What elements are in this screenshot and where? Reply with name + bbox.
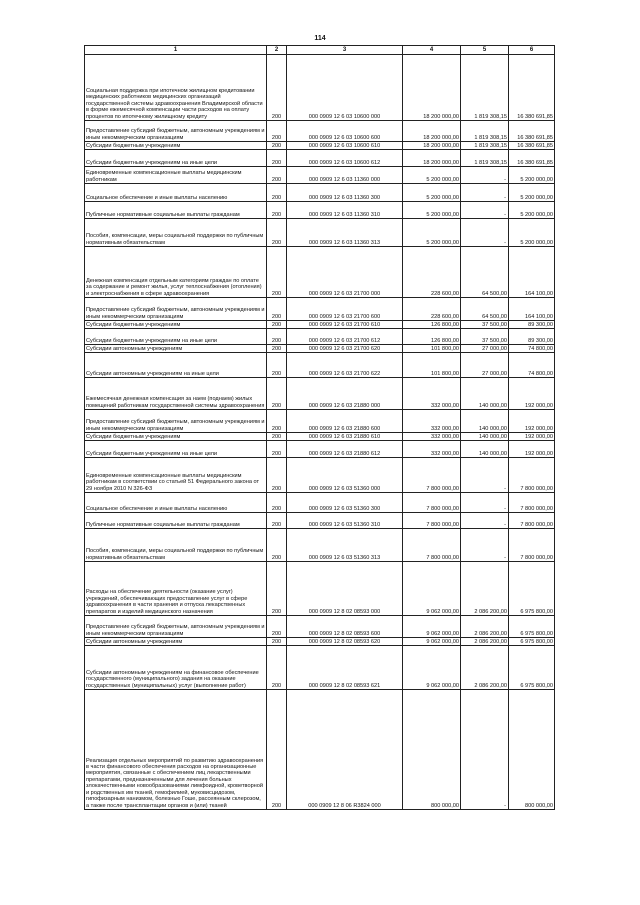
row-code-cell: 000 0909 12 8 06 R3824 000 — [287, 690, 403, 810]
row-rest-cell: 7 800 000,00 — [509, 529, 555, 562]
row-plan-cell: 9 062 000,00 — [403, 562, 461, 616]
row-code-cell: 000 0909 12 6 03 21880 000 — [287, 378, 403, 410]
table-row — [85, 345, 555, 353]
table-row — [85, 646, 555, 690]
row-name-cell: Субсидии бюджетным учреждениям на иные цели — [85, 441, 267, 458]
table-row — [85, 321, 555, 329]
row-code-cell: 000 0909 12 6 03 21880 610 — [287, 433, 403, 441]
row-name-cell: Расходы на обеспечение деятельности (оказание услуг) учреждений, обеспечивающих предоставление услуг в сфере здравоохранения в части хранения и отпуска лекарственных препаратов и изделий медицинского назначения — [85, 562, 267, 616]
row-exec-cell: 2 086 200,00 — [461, 638, 509, 646]
row-name-cell: Реализация отдельных мероприятий по развитию здравоохранения в части финансового обеспечения расходов на организационные мероприятия, связанные с обеспечением лиц лекарственными препаратами, предназначенными для лечения больных злокачественными новообразованиями лимфоидной, кроветворной и родственных им тканей, гемофилией, муковисцидозом, гипофизарным нанизмом, болезнью Гоше, рассеянным склерозом, а также после трансплантации органов и (или) тканей — [85, 690, 267, 810]
table-row — [85, 433, 555, 441]
row-exec-cell: - — [461, 202, 509, 219]
row-rest-cell: 6 975 800,00 — [509, 646, 555, 690]
row-admin-cell: 200 — [267, 441, 287, 458]
row-exec-cell: 64 500,00 — [461, 247, 509, 298]
table-row — [85, 441, 555, 458]
row-exec-cell: 140 000,00 — [461, 410, 509, 433]
table-row — [85, 298, 555, 321]
row-code-cell: 000 0909 12 6 03 11360 310 — [287, 202, 403, 219]
row-rest-cell: 192 000,00 — [509, 441, 555, 458]
row-plan-cell: 332 000,00 — [403, 441, 461, 458]
row-rest-cell: 7 800 000,00 — [509, 458, 555, 493]
row-rest-cell: 7 800 000,00 — [509, 493, 555, 513]
row-plan-cell: 18 200 000,00 — [403, 121, 461, 142]
row-name-cell: Субсидии автономным учреждениям — [85, 345, 267, 353]
row-admin-cell: 200 — [267, 55, 287, 121]
row-plan-cell: 5 200 000,00 — [403, 184, 461, 202]
row-exec-cell: 2 086 200,00 — [461, 616, 509, 638]
row-plan-cell: 7 800 000,00 — [403, 513, 461, 529]
row-code-cell: 000 0909 12 6 03 51360 000 — [287, 458, 403, 493]
column-number-row — [85, 46, 555, 55]
row-exec-cell: 140 000,00 — [461, 378, 509, 410]
row-name-cell: Субсидии автономным учреждениям на финансовое обеспечение государственного (муниципального) задания на оказание государственных (муниципальных) услуг (выполнение работ) — [85, 646, 267, 690]
row-admin-cell: 200 — [267, 378, 287, 410]
row-code-cell: 000 0909 12 6 03 21700 610 — [287, 321, 403, 329]
row-plan-cell: 18 200 000,00 — [403, 55, 461, 121]
row-name-cell: Единовременные компенсационные выплаты медицинским работникам в соответствии со статьей 51 Федерального закона от 29 ноября 2010 N 326-ФЗ — [85, 458, 267, 493]
row-name-cell: Ежемесячная денежная компенсация за наем (поднаем) жилых помещений работникам государственной системы здравоохранения — [85, 378, 267, 410]
row-rest-cell: 7 800 000,00 — [509, 513, 555, 529]
row-name-cell: Социальная поддержка при ипотечном жилищном кредитовании медицинских работников медицинских организаций государственной системы здравоохранения Владимирской области в форме ежемесячной компенсации части расходов на оплату процентов по ипотечному жилищному кредиту — [85, 55, 267, 121]
row-rest-cell: 5 200 000,00 — [509, 167, 555, 184]
row-rest-cell: 6 975 800,00 — [509, 562, 555, 616]
row-code-cell: 000 0909 12 6 03 21700 000 — [287, 247, 403, 298]
column-header: 1 — [85, 46, 267, 55]
row-admin-cell: 200 — [267, 353, 287, 378]
table-row — [85, 202, 555, 219]
row-exec-cell: 64 500,00 — [461, 298, 509, 321]
row-admin-cell: 200 — [267, 247, 287, 298]
row-code-cell: 000 0909 12 6 03 11360 000 — [287, 167, 403, 184]
row-rest-cell: 16 380 691,85 — [509, 55, 555, 121]
row-name-cell: Пособия, компенсации, меры социальной поддержки по публичным нормативным обязательствам — [85, 529, 267, 562]
row-exec-cell: 37 500,00 — [461, 329, 509, 345]
table-row — [85, 150, 555, 167]
row-rest-cell: 5 200 000,00 — [509, 202, 555, 219]
row-admin-cell: 200 — [267, 513, 287, 529]
row-exec-cell: - — [461, 529, 509, 562]
row-plan-cell: 5 200 000,00 — [403, 167, 461, 184]
row-code-cell: 000 0909 12 6 03 11360 300 — [287, 184, 403, 202]
row-plan-cell: 101 800,00 — [403, 345, 461, 353]
row-code-cell: 000 0909 12 6 03 51360 313 — [287, 529, 403, 562]
row-exec-cell: 140 000,00 — [461, 433, 509, 441]
row-code-cell: 000 0909 12 6 03 51360 310 — [287, 513, 403, 529]
row-rest-cell: 192 000,00 — [509, 410, 555, 433]
row-code-cell: 000 0909 12 6 03 21700 620 — [287, 345, 403, 353]
row-rest-cell: 16 380 691,85 — [509, 142, 555, 150]
row-admin-cell: 200 — [267, 298, 287, 321]
row-plan-cell: 800 000,00 — [403, 690, 461, 810]
row-plan-cell: 18 200 000,00 — [403, 142, 461, 150]
row-code-cell: 000 0909 12 6 03 51360 300 — [287, 493, 403, 513]
row-exec-cell: - — [461, 458, 509, 493]
row-code-cell: 000 0909 12 6 03 10600 612 — [287, 150, 403, 167]
table-row — [85, 167, 555, 184]
row-name-cell: Субсидии автономным учреждениям — [85, 638, 267, 646]
row-name-cell: Предоставление субсидий бюджетным, автономным учреждениям и иным некоммерческим организациям — [85, 616, 267, 638]
row-exec-cell: - — [461, 513, 509, 529]
row-code-cell: 000 0909 12 6 03 21880 612 — [287, 441, 403, 458]
table-row — [85, 638, 555, 646]
row-admin-cell: 200 — [267, 458, 287, 493]
row-code-cell: 000 0909 12 8 02 08593 600 — [287, 616, 403, 638]
row-plan-cell: 228 600,00 — [403, 298, 461, 321]
table-row — [85, 410, 555, 433]
row-admin-cell: 200 — [267, 184, 287, 202]
row-admin-cell: 200 — [267, 690, 287, 810]
column-header: 4 — [403, 46, 461, 55]
row-rest-cell: 89 300,00 — [509, 321, 555, 329]
row-exec-cell: 140 000,00 — [461, 441, 509, 458]
table-row — [85, 353, 555, 378]
table-row — [85, 219, 555, 247]
row-exec-cell: - — [461, 167, 509, 184]
row-plan-cell: 9 062 000,00 — [403, 638, 461, 646]
row-code-cell: 000 0909 12 6 03 10600 610 — [287, 142, 403, 150]
row-rest-cell: 74 800,00 — [509, 353, 555, 378]
row-name-cell: Предоставление субсидий бюджетным, автономным учреждениям и иным некоммерческим организациям — [85, 298, 267, 321]
row-admin-cell: 200 — [267, 167, 287, 184]
row-plan-cell: 332 000,00 — [403, 433, 461, 441]
table-row — [85, 55, 555, 121]
row-exec-cell: 1 819 308,15 — [461, 150, 509, 167]
row-exec-cell: - — [461, 493, 509, 513]
row-admin-cell: 200 — [267, 562, 287, 616]
row-code-cell: 000 0909 12 8 02 08593 000 — [287, 562, 403, 616]
row-rest-cell: 6 975 800,00 — [509, 616, 555, 638]
row-code-cell: 000 0909 12 6 03 10600 600 — [287, 121, 403, 142]
column-header: 5 — [461, 46, 509, 55]
row-name-cell: Субсидии бюджетным учреждениям на иные цели — [85, 329, 267, 345]
row-exec-cell: 27 000,00 — [461, 345, 509, 353]
table-row — [85, 493, 555, 513]
row-name-cell: Предоставление субсидий бюджетным, автономным учреждениям и иным некоммерческим организациям — [85, 410, 267, 433]
table-row — [85, 513, 555, 529]
row-name-cell: Социальное обеспечение и иные выплаты населению — [85, 493, 267, 513]
row-admin-cell: 200 — [267, 433, 287, 441]
row-exec-cell: 2 086 200,00 — [461, 562, 509, 616]
row-code-cell: 000 0909 12 6 03 21700 622 — [287, 353, 403, 378]
table-row — [85, 378, 555, 410]
row-plan-cell: 332 000,00 — [403, 378, 461, 410]
row-rest-cell: 164 100,00 — [509, 247, 555, 298]
row-plan-cell: 126 800,00 — [403, 321, 461, 329]
row-plan-cell: 7 800 000,00 — [403, 493, 461, 513]
row-plan-cell: 5 200 000,00 — [403, 219, 461, 247]
table-row — [85, 690, 555, 810]
row-rest-cell: 16 380 691,85 — [509, 150, 555, 167]
row-exec-cell: 2 086 200,00 — [461, 646, 509, 690]
row-plan-cell: 18 200 000,00 — [403, 150, 461, 167]
page-number: 114 — [314, 35, 326, 42]
row-code-cell: 000 0909 12 8 02 08593 620 — [287, 638, 403, 646]
row-rest-cell: 16 380 691,85 — [509, 121, 555, 142]
row-plan-cell: 101 800,00 — [403, 353, 461, 378]
table-row — [85, 121, 555, 142]
row-rest-cell: 74 800,00 — [509, 345, 555, 353]
row-name-cell: Субсидии бюджетным учреждениям — [85, 433, 267, 441]
row-admin-cell: 200 — [267, 121, 287, 142]
column-header: 6 — [509, 46, 555, 55]
row-code-cell: 000 0909 12 6 03 21700 612 — [287, 329, 403, 345]
row-name-cell: Субсидии бюджетным учреждениям — [85, 142, 267, 150]
row-admin-cell: 200 — [267, 329, 287, 345]
row-name-cell: Единовременные компенсационные выплаты медицинским работникам — [85, 167, 267, 184]
row-exec-cell: 1 819 308,15 — [461, 55, 509, 121]
row-plan-cell: 9 062 000,00 — [403, 646, 461, 690]
row-admin-cell: 200 — [267, 321, 287, 329]
row-exec-cell: 1 819 308,15 — [461, 121, 509, 142]
column-header: 3 — [287, 46, 403, 55]
row-exec-cell: 1 819 308,15 — [461, 142, 509, 150]
row-exec-cell: - — [461, 690, 509, 810]
table-row — [85, 184, 555, 202]
table-row — [85, 247, 555, 298]
row-rest-cell: 192 000,00 — [509, 433, 555, 441]
row-rest-cell: 164 100,00 — [509, 298, 555, 321]
row-admin-cell: 200 — [267, 150, 287, 167]
row-code-cell: 000 0909 12 8 02 08593 621 — [287, 646, 403, 690]
row-exec-cell: 27 000,00 — [461, 353, 509, 378]
row-exec-cell: - — [461, 219, 509, 247]
row-name-cell: Пособия, компенсации, меры социальной поддержки по публичным нормативным обязательствам — [85, 219, 267, 247]
row-name-cell: Публичные нормативные социальные выплаты гражданам — [85, 202, 267, 219]
row-name-cell: Денежная компенсация отдельным категориям граждан по оплате за содержание и ремонт жилья, услуг теплоснабжения (отопления) и электроснабжения в сфере здравоохранения — [85, 247, 267, 298]
table-row — [85, 616, 555, 638]
row-exec-cell: 37 500,00 — [461, 321, 509, 329]
row-admin-cell: 200 — [267, 493, 287, 513]
row-name-cell: Субсидии бюджетным учреждениям на иные цели — [85, 150, 267, 167]
row-rest-cell: 89 300,00 — [509, 329, 555, 345]
row-admin-cell: 200 — [267, 410, 287, 433]
row-plan-cell: 126 800,00 — [403, 329, 461, 345]
row-name-cell: Субсидии автономным учреждениям на иные цели — [85, 353, 267, 378]
row-plan-cell: 332 000,00 — [403, 410, 461, 433]
row-rest-cell: 192 000,00 — [509, 378, 555, 410]
row-plan-cell: 9 062 000,00 — [403, 616, 461, 638]
table-row — [85, 142, 555, 150]
table-row — [85, 562, 555, 616]
row-admin-cell: 200 — [267, 219, 287, 247]
row-admin-cell: 200 — [267, 638, 287, 646]
row-plan-cell: 7 800 000,00 — [403, 529, 461, 562]
row-admin-cell: 200 — [267, 142, 287, 150]
row-code-cell: 000 0909 12 6 03 10600 000 — [287, 55, 403, 121]
row-admin-cell: 200 — [267, 529, 287, 562]
row-name-cell: Социальное обеспечение и иные выплаты населению — [85, 184, 267, 202]
row-admin-cell: 200 — [267, 646, 287, 690]
row-name-cell: Субсидии бюджетным учреждениям — [85, 321, 267, 329]
row-exec-cell: - — [461, 184, 509, 202]
row-plan-cell: 7 800 000,00 — [403, 458, 461, 493]
row-name-cell: Предоставление субсидий бюджетным, автономным учреждениям и иным некоммерческим организациям — [85, 121, 267, 142]
row-name-cell: Публичные нормативные социальные выплаты гражданам — [85, 513, 267, 529]
row-plan-cell: 5 200 000,00 — [403, 202, 461, 219]
row-code-cell: 000 0909 12 6 03 21700 600 — [287, 298, 403, 321]
row-admin-cell: 200 — [267, 202, 287, 219]
row-code-cell: 000 0909 12 6 03 11360 313 — [287, 219, 403, 247]
table-row — [85, 329, 555, 345]
table-row — [85, 458, 555, 493]
table-row — [85, 529, 555, 562]
row-rest-cell: 5 200 000,00 — [509, 184, 555, 202]
row-rest-cell: 5 200 000,00 — [509, 219, 555, 247]
row-code-cell: 000 0909 12 6 03 21880 600 — [287, 410, 403, 433]
row-rest-cell: 800 000,00 — [509, 690, 555, 810]
row-rest-cell: 6 975 800,00 — [509, 638, 555, 646]
row-admin-cell: 200 — [267, 345, 287, 353]
row-plan-cell: 228 600,00 — [403, 247, 461, 298]
column-header: 2 — [267, 46, 287, 55]
row-admin-cell: 200 — [267, 616, 287, 638]
budget-table — [84, 45, 555, 810]
